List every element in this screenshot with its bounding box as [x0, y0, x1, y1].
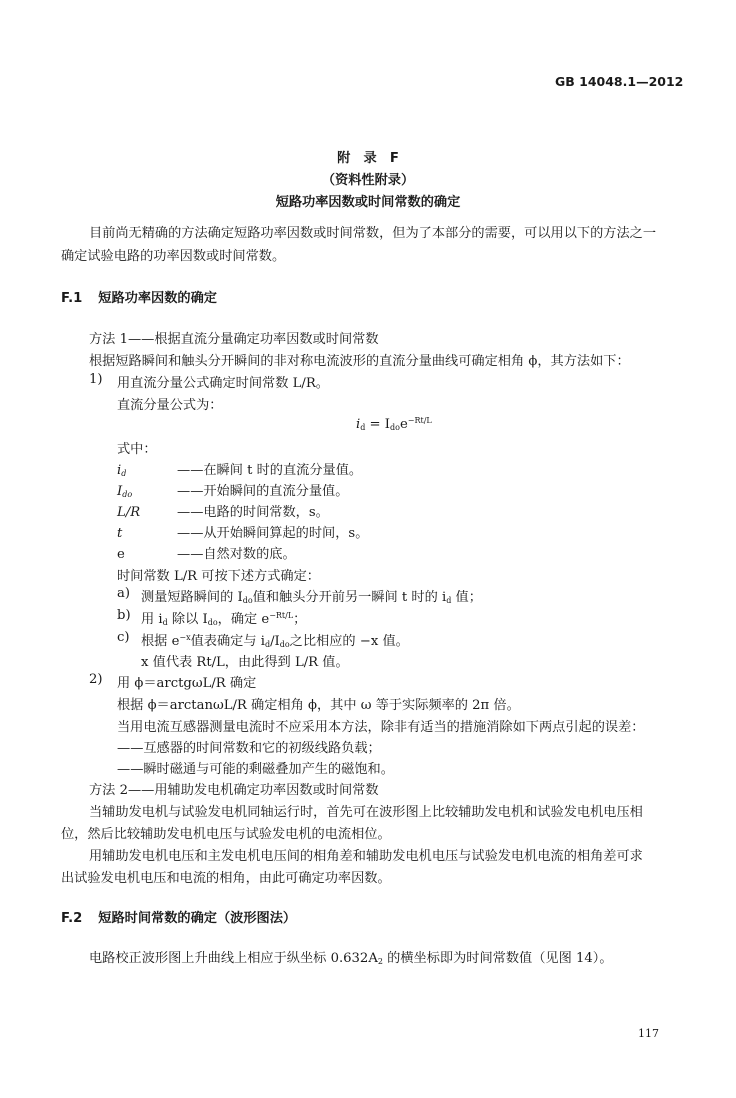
method2-title: 方法 2——用辅助发电机确定功率因数或时间常数: [89, 783, 379, 798]
definition-row: [117, 480, 348, 499]
step-1-number: 1): [89, 372, 103, 387]
definition-text: ——从开始瞬间算起的时间，s。: [177, 526, 369, 541]
definition-row: [117, 522, 368, 541]
sub-step-b-text: 用 $i_d$ 除以 $I_{do}$，确定 $e^{-Rt/L}$；: [141, 611, 307, 627]
definition-text: ——开始瞬间的直流分量值。: [177, 484, 349, 499]
formula-intro: 直流分量公式为：: [117, 398, 223, 413]
sub-step-a-text: 测量短路瞬间的 $I_{do}$值和触头分开前另一瞬间 t 时的 $i_d$ 值；: [141, 590, 482, 605]
ct-note: 当用电流互感器测量电流时不应采用本方法，除非有适当的措施消除如下两点引起的误差：: [117, 720, 645, 735]
annex-subject: 短路功率因数或时间常数的确定: [275, 195, 461, 210]
definition-symbol: e: [117, 547, 125, 562]
section-number: F.1: [61, 291, 83, 306]
ct-note-item-a: ——互感器的时间常数和它的初级线路负载；: [117, 741, 381, 756]
step-2-number: 2): [89, 672, 103, 687]
method2-paragraph-2-line-2: 出试验发电机电压和电流的相角，由此可确定功率因数。: [61, 871, 391, 886]
sub-step-b-number: b): [117, 608, 131, 623]
sub-step-c-continuation: x 值代表 Rt/L，由此得到 L/R 值。: [141, 655, 349, 670]
sub-step-a-number: a): [117, 586, 131, 601]
ct-note-item-b: ——瞬时磁通与可能的剩磁叠加产生的磁饱和。: [117, 762, 394, 777]
page-number: 117: [638, 1027, 659, 1040]
sub-step-c-text: 根据 $e^{-x}$值表确定与 $i_d/I_{do}$之比相应的 −x 值。: [141, 633, 409, 649]
annex-title: 附 录 F: [337, 151, 399, 166]
definition-text: ——电路的时间常数，s。: [177, 505, 329, 520]
definition-symbol: $I_{do}$: [117, 484, 133, 499]
definition-text: ——自然对数的底。: [177, 547, 296, 562]
method1-description: 根据短路瞬间和触头分开瞬间的非对称电流波形的直流分量曲线可确定相角 ϕ，其方法如下：: [89, 354, 630, 369]
formula-equals: = I: [365, 417, 390, 432]
time-constant-intro: 时间常数 L/R 可按下述方式确定：: [117, 569, 320, 584]
method2-paragraph-1-line-2: 位，然后比较辅助发电机电压与试验发电机的电流相位。: [61, 827, 391, 842]
formula-i: i: [356, 417, 361, 432]
step-1-text: 用直流分量公式确定时间常数 L/R。: [117, 376, 329, 391]
definition-symbol: $i_d$: [117, 463, 127, 478]
intro-line-1: 目前尚无精确的方法确定短路功率因数或时间常数，但为了本部分的需要，可以用以下的方法之一: [89, 226, 657, 241]
section-number: F.2: [61, 911, 83, 926]
definition-row: [117, 543, 296, 562]
definition-symbol: L/R: [117, 505, 141, 520]
annex-type: （资料性附录）: [321, 173, 415, 188]
where-label: 式中：: [117, 442, 157, 457]
formula-I-sub: do: [390, 423, 400, 432]
step-2-description: 根据 ϕ＝arctanωL/R 确定相角 ϕ，其中 ω 等于实际频率的 2π 倍。: [117, 698, 520, 713]
formula-exponent: −Rt/L: [407, 416, 432, 425]
definition-text: ——在瞬间 t 时的直流分量值。: [177, 463, 363, 478]
formula-i-sub: d: [360, 423, 366, 432]
definition-row: [117, 501, 329, 520]
intro-line-2: 确定试验电路的功率因数或时间常数。: [61, 249, 286, 264]
step-2-text: 用 ϕ＝arctgωL/R 确定: [117, 676, 257, 691]
section-title: 短路功率因数的确定: [98, 291, 217, 306]
definition-row: [117, 459, 362, 478]
section-f1-heading: [61, 287, 217, 306]
method2-paragraph-2-line-1: 用辅助发电机电压和主发电机电压间的相角差和辅助发电机电压与试验发电机电流的相角差可求: [89, 849, 643, 864]
definition-symbol: t: [117, 526, 123, 541]
method1-title: 方法 1——根据直流分量确定功率因数或时间常数: [89, 332, 379, 347]
sub-step-c-number: c): [117, 630, 130, 645]
section-title: 短路时间常数的确定（波形图法）: [98, 911, 297, 926]
f2-paragraph: 电路校正波形图上升曲线上相应于纵坐标 $0.632A_2$ 的横坐标即为时间常数值（见图 14）。: [89, 951, 613, 966]
method2-paragraph-1-line-1: 当辅助发电机与试验发电机同轴运行时，首先可在波形图上比较辅助发电机和试验发电机电压相: [89, 805, 643, 820]
section-f2-heading: [61, 907, 296, 926]
dc-component-formula: [356, 416, 432, 432]
standard-number: GB 14048.1—2012: [555, 74, 684, 89]
formula-e: e: [399, 417, 408, 432]
